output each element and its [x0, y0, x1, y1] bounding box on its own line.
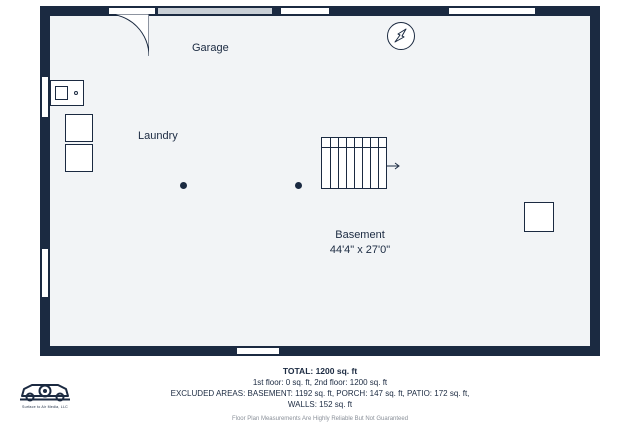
sink-knob-icon [74, 91, 78, 95]
stairs-tread [346, 138, 347, 188]
room-label-basement-dimensions: 44'4" x 27'0" [329, 244, 391, 256]
room-label-basement-name: Basement [335, 229, 385, 241]
exterior-wall-right [590, 6, 600, 356]
floor-breakdown: 1st floor: 0 sq. ft, 2nd floor: 1200 sq. ft [252, 378, 388, 387]
support-post [180, 182, 187, 189]
exterior-wall-left [40, 6, 50, 356]
area-summary [0, 366, 640, 425]
door-swing-icon [107, 14, 149, 56]
utility-square-right [524, 202, 554, 232]
window-left-upper [41, 76, 49, 118]
stairs [321, 137, 387, 189]
floor-area [50, 16, 590, 346]
room-label-basement [295, 228, 425, 258]
total-area: TOTAL: 1200 sq. ft [282, 366, 358, 376]
stairs-tread [354, 138, 355, 188]
garage-door-icon [158, 7, 272, 15]
stairs-tread [362, 138, 363, 188]
electrical-panel-icon [387, 22, 415, 50]
camera-car-logo-icon [18, 378, 72, 404]
stairs-tread [378, 138, 379, 188]
measurement-disclaimer: Floor Plan Measurements Are Highly Reliable But Not Guaranteed [231, 416, 409, 422]
exterior-wall-bottom [40, 346, 600, 356]
utility-sink-fixture [50, 80, 84, 106]
window-top-right [448, 7, 536, 15]
walls-area: WALLS: 152 sq. ft [287, 400, 353, 409]
window-bottom [236, 347, 280, 355]
stairs-tread [338, 138, 339, 188]
window-left-lower [41, 248, 49, 298]
dryer-fixture [65, 144, 93, 172]
floor-plan-drawing [40, 6, 600, 356]
excluded-areas: EXCLUDED AREAS: BASEMENT: 1192 sq. ft, PORCH: 147 sq. ft, PATIO: 172 sq. ft, [170, 389, 470, 398]
support-post [295, 182, 302, 189]
company-name: Surface to Air Media, LLC [22, 405, 68, 409]
company-logo [16, 378, 74, 416]
stairs-direction-arrow-icon [387, 158, 401, 168]
window-top-center [280, 7, 330, 15]
room-label-garage: Garage [192, 42, 229, 54]
room-label-laundry: Laundry [138, 130, 178, 142]
stairs-tread [370, 138, 371, 188]
sink-basin-icon [55, 86, 68, 100]
washer-fixture [65, 114, 93, 142]
stairs-tread [330, 138, 331, 188]
